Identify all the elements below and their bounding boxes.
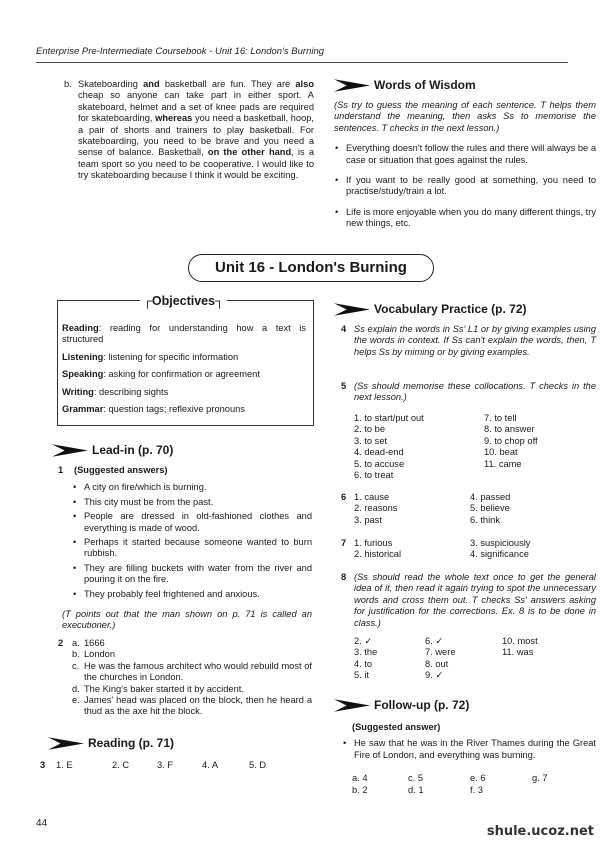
list-item: • He saw that he was in the River Thames during the Great Fire of London, and everything was burning. xyxy=(342,738,596,761)
question-4-text: Ss explain the words in Ss' L1 or by giving examples using the words in context. If Ss can't explain the words, then, T helps Ss by miming or by giving examples. xyxy=(354,324,596,357)
lead-in-heading xyxy=(52,443,173,458)
q6-left-list xyxy=(354,492,464,526)
list-item: 4. to xyxy=(354,658,373,669)
answer: f. 3 xyxy=(470,785,483,795)
list-item: 6. ✓ xyxy=(425,636,444,646)
follow-up-answers xyxy=(352,773,592,797)
question-number: 8 xyxy=(341,572,347,582)
text-run: you need a basketball, hoop, a pair of shorts and trainers to play basketball. For skateboarding, you need to be brave and you need a sense of balance. Basketball, xyxy=(78,113,314,158)
lead-in-title: Lead-in (p. 70) xyxy=(92,442,174,457)
question-8 xyxy=(341,572,596,629)
vocabulary-heading xyxy=(334,302,527,317)
question-number: 6 xyxy=(341,492,347,502)
lead-in-subtitle: (Suggested answers) xyxy=(74,465,168,475)
list-item: • Life is more enjoyable when you do many different things, try new things, etc. xyxy=(334,207,596,230)
question-8-text: (Ss should read the whole text once to get the general idea of it, then read it again trying to spot the unnecessary words and cross them out. T checks Ss' answers asking for justification for the corrections. Ex. 8 is to be done in class.) xyxy=(354,572,596,628)
answer: 4. A xyxy=(202,760,219,770)
q8-col3 xyxy=(502,636,592,659)
list-item: 11. was xyxy=(502,647,534,658)
list-item: d. The King's baker started it by accident. xyxy=(72,683,244,694)
header-rule xyxy=(36,62,568,63)
words-of-wisdom-title: Words of Wisdom xyxy=(374,77,476,92)
unit-title-banner xyxy=(188,254,434,282)
list-item: • They are filling buckets with water from the river and pouring it on the fire. xyxy=(72,563,312,586)
list-item: 8. out xyxy=(425,658,449,669)
words-of-wisdom-list xyxy=(334,143,596,229)
objective-speaking: Speaking: asking for confirmation or agreement xyxy=(62,369,260,380)
list-item: 10. beat xyxy=(484,447,518,458)
list-item: 3. to set xyxy=(354,435,388,446)
list-item: • Perhaps it started because someone wanted to burn rubbish. xyxy=(72,537,312,560)
arrow-icon xyxy=(52,443,88,458)
reading-title: Reading (p. 71) xyxy=(88,735,175,750)
q6-right-list xyxy=(470,492,580,526)
list-item: 6. think xyxy=(470,514,500,525)
follow-up-title: Follow-up (p. 72) xyxy=(374,697,470,712)
lead-in-note: (T points out that the man shown on p. 71 is called an executioner.) xyxy=(62,609,312,631)
list-item: • People are dressed in old-fashioned clothes and everything is made of wood. xyxy=(72,511,312,534)
question-number: 5 xyxy=(341,381,347,391)
list-item: 11. came xyxy=(484,458,522,469)
follow-up-heading xyxy=(334,698,469,713)
objectives-list xyxy=(62,323,306,415)
list-item: c. He was the famous architect who would rebuild most of the churches in London. xyxy=(72,660,312,683)
text-run: , is a team sport so you need to be cooperative. I would like to try skateboarding because I think it would be exciting. xyxy=(78,147,314,181)
list-item: e. James' head was placed on the block, then he heard a thud as the axe hit the block. xyxy=(72,695,312,717)
list-item: • A city on fire/which is burning. xyxy=(72,482,312,493)
words-of-wisdom-intro: (Ss try to guess the meaning of each sentence. T helps them understand the meaning, then asks Ss to memorise the sentences. T checks in the next lesson.) xyxy=(334,100,596,133)
question-number: 4 xyxy=(341,324,347,334)
list-item: 3. past xyxy=(354,514,382,525)
text-run: also xyxy=(295,79,314,89)
list-item: 7. were xyxy=(425,647,456,658)
answer: c. 5 xyxy=(408,773,423,783)
objectives-title: Objectives xyxy=(151,294,216,308)
list-item: 1. to start/put out xyxy=(354,413,424,423)
text-run: whereas xyxy=(155,113,193,124)
arrow-icon xyxy=(334,302,370,317)
q5-right-list xyxy=(484,413,594,470)
question-number: 3 xyxy=(40,760,46,770)
list-item: 5. believe xyxy=(470,503,510,514)
objective-reading: Reading: reading for understanding how a text is structured xyxy=(62,323,306,345)
list-item: 3. suspiciously xyxy=(470,538,531,548)
page-number: 44 xyxy=(36,818,48,829)
unit-title: Unit 16 - London's Burning xyxy=(215,259,407,277)
vocabulary-title: Vocabulary Practice (p. 72) xyxy=(374,301,527,316)
question-number: 2 xyxy=(58,638,64,648)
follow-up-subtitle: (Suggested answer) xyxy=(352,722,441,732)
answer: b. 2 xyxy=(352,785,368,795)
arrow-icon xyxy=(48,736,84,751)
text-run: and xyxy=(143,79,160,89)
answer: 1. E xyxy=(56,760,73,770)
list-item: 10. most xyxy=(502,636,538,646)
objectives-heading: ┌Objectives┐ xyxy=(140,296,227,307)
list-item: 5. to accuse xyxy=(354,458,405,469)
list-item: 4. significance xyxy=(470,549,529,560)
question-number: 7 xyxy=(341,538,347,548)
list-item: 2. reasons xyxy=(354,503,398,514)
answer: 5. D xyxy=(249,760,267,770)
question-4 xyxy=(341,324,596,358)
list-item: 2. to be xyxy=(354,424,386,435)
list-item: 8. to answer xyxy=(484,424,535,435)
item-label: b. xyxy=(64,79,72,89)
list-item: 3. the xyxy=(354,647,378,658)
text-run: basketball are fun. They are xyxy=(159,79,296,89)
watermark: shule.ucoz.net xyxy=(486,824,594,839)
list-item: 9. ✓ xyxy=(425,670,444,681)
list-item: 2. historical xyxy=(354,549,402,560)
top-left-paragraph xyxy=(64,79,314,182)
q7-left-list xyxy=(354,538,464,561)
q8-col1 xyxy=(354,636,434,682)
list-item: • If you want to be really good at something, you need to practise/study/train a lot. xyxy=(334,175,596,198)
words-of-wisdom-body xyxy=(334,100,596,233)
list-item: • They probably feel frightened and anxious. xyxy=(72,589,312,600)
question-number: 1 xyxy=(58,465,64,475)
list-item: • This city must be from the past. xyxy=(72,497,312,508)
list-item: 4. dead-end xyxy=(354,447,404,458)
question-5 xyxy=(341,381,596,404)
text-run: cheap so anyone can take part in either sport. A skateboard, helmet and a set of knee pads are required for skateboarding, xyxy=(78,90,314,124)
objective-grammar: Grammar: question tags; reflexive pronouns xyxy=(62,404,245,415)
q8-col2 xyxy=(425,636,505,682)
text-run: Skateboarding xyxy=(78,79,144,89)
list-item: 5. it xyxy=(354,670,369,681)
objective-writing: Writing: describing sights xyxy=(62,386,169,397)
q7-right-list xyxy=(470,538,590,561)
lead-in-list xyxy=(72,482,312,600)
reading-heading xyxy=(48,736,174,751)
text-run: on the other hand xyxy=(207,147,292,158)
follow-up-body xyxy=(352,722,596,764)
list-item: b. London xyxy=(72,649,116,660)
answer: e. 6 xyxy=(470,773,486,783)
skateboarding-text xyxy=(78,79,314,182)
question-2 xyxy=(58,638,312,718)
arrow-icon xyxy=(334,78,370,93)
page-header: Enterprise Pre-Intermediate Coursebook - Unit 16: London's Burning xyxy=(36,46,325,57)
list-item: 1. furious xyxy=(354,538,393,548)
answer: 3. F xyxy=(157,760,174,770)
list-item: 2. ✓ xyxy=(354,636,373,646)
arrow-icon xyxy=(334,698,370,713)
q5-left-list xyxy=(354,413,474,481)
lead-in-body xyxy=(58,465,312,632)
list-item: 1. cause xyxy=(354,492,390,502)
list-item: 4. passed xyxy=(470,492,511,502)
question-5-text: (Ss should memorise these collocations. T checks in the next lesson.) xyxy=(354,381,596,403)
answer: 2. C xyxy=(112,760,130,770)
follow-up-list xyxy=(342,738,596,761)
list-item: 9. to chop off xyxy=(484,435,538,446)
answer: g. 7 xyxy=(532,773,548,783)
list-item: • Everything doesn't follow the rules and there will always be a case or situation that goes against the rules. xyxy=(334,143,596,166)
list-item: 7. to tell xyxy=(484,413,517,423)
answer: a. 4 xyxy=(352,773,368,783)
list-item: 6. to treat xyxy=(354,470,394,481)
words-of-wisdom-heading xyxy=(334,78,476,93)
objective-listening: Listening: listening for specific information xyxy=(62,351,239,362)
answer: d. 1 xyxy=(408,785,424,795)
list-item: a. 1666 xyxy=(72,638,105,648)
